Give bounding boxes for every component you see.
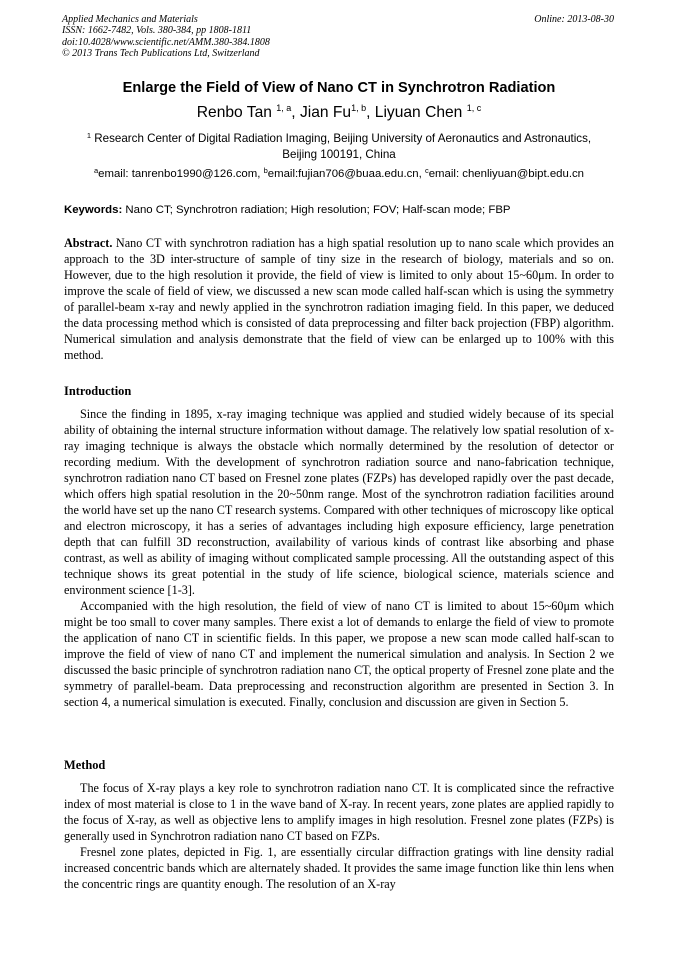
abstract-label: Abstract.	[64, 236, 113, 250]
author-separator: ,	[366, 104, 375, 121]
author-affiliation-mark: 1, c	[466, 103, 482, 113]
keywords-label: Keywords:	[64, 204, 123, 216]
author-affiliation-mark: 1, b	[351, 103, 367, 113]
author-name: Jian Fu	[299, 104, 352, 121]
abstract-text: Nano CT with synchrotron radiation has a high spatial resolution up to nano scale which provides an approach to the 3D inter-structure of sample of tiny size in the research of biology, materials and so on. However, due to the high resolution it provide, the field of view is limited to only about 15~60μm. In order to improve the scale of field of view, we discussed a new scan mode called half-scan which is using the symmetry of parallel-beam x-ray and newly applied in the synchrotron radiation imaging field. In this paper, we deduced the data processing method which is consisted of data preprocessing and filter back projection (FBP) algorithm. Numerical simulation and analysis demonstrate that the field of view can be enlarged up to 100% with this method.	[64, 236, 614, 362]
paper-title: Enlarge the Field of View of Nano CT in Synchrotron Radiation	[122, 80, 556, 96]
paragraph: Fresnel zone plates, depicted in Fig. 1, are essentially circular diffraction gratings with line density radial increased concentric bands which are alternately shaded. It provides the same image function like thin lens when the concentric rings are quantity enough. The resolution of an X-ray	[64, 845, 614, 891]
email-mark: b	[263, 166, 268, 175]
issn-line: ISSN: 1662-7482, Vols. 380-384, pp 1808-1811	[62, 25, 252, 37]
email-line	[0, 166, 678, 180]
email-mark: c	[424, 166, 429, 175]
author-list	[0, 103, 678, 122]
abstract	[64, 235, 614, 363]
affiliation-line-2: Beijing 100191, China	[282, 148, 396, 161]
affiliation-line-1: Research Center of Digital Radiation Imaging, Beijing University of Aeronautics and Astronautics,	[91, 132, 592, 145]
section-heading-method: Method	[64, 758, 106, 772]
online-date-header	[534, 14, 614, 25]
copyright-line: © 2013 Trans Tech Publications Ltd, Switzerland	[62, 48, 260, 60]
paragraph: The focus of X-ray plays a key role to synchrotron radiation nano CT. It is complicated since the refractive index of most material is close to 1 in the wave band of X-ray. In recent years, zone plates are applied rapidly to the focus of X-ray, as well as objective lens to amplify images in high resolution. Fresnel zone plates (FZPs) is generally used in Synchrotron radiation nano CT based on FZPs.	[64, 781, 614, 843]
author-affiliation-mark: 1, a	[276, 103, 292, 113]
email-link[interactable]: email:fujian706@buaa.edu.cn,	[267, 168, 425, 180]
affiliation-mark: 1	[86, 131, 92, 140]
email-mark: a	[93, 166, 99, 175]
paragraph: Since the finding in 1895, x-ray imaging technique was applied and studied widely because of its special ability of obtaining the internal structure information without damage. The relatively low spatial resolution of x-ray imaging technique is always the obstacle which normally determined by the resolution of detector or recording medium. With the development of synchrotron radiation source and nano-fabrication technique, synchrotron radiation nano CT based on Fresnel zone plates (FZPs) has developed rapidly over the past decade, which offers high spatial resolution in the 20~50nm range. Most of the synchrotron radiation facilities around the world have set up the nano CT research systems. Compared with other techniques of microscopy like optical and electron microscopy, it has a series of advantages including high exposure efficiency, large penetration depth that can fulfill 3D reconstruction, availability of various kinds of contrast like absorbing and phase contrast, as well as ability of imaging without complicated sample processing. All the outstanding aspect of this technique shows its great potential in the study of life science, biological science, materials science and environment science [1-3].	[64, 407, 614, 597]
email-link[interactable]: email: chenliyuan@bipt.edu.cn	[428, 168, 585, 180]
keywords	[64, 204, 616, 216]
introduction-body	[64, 406, 614, 710]
email-link[interactable]: email: tanrenbo1990@126.com,	[98, 168, 264, 180]
author-name: Renbo Tan	[196, 104, 272, 121]
paragraph: Accompanied with the high resolution, the field of view of nano CT is limited to about 15~60μm which might be too small to cover many samples. There exist a lot of demands to enlarge the field of view to promote the application of nano CT in scientific fields. In this paper, we propose a new scan mode called half-scan to improve the field of view of nano CT and implement the numerical simulation and analysis. In Section 2 we discussed the basic principle of synchrotron radiation nano CT, the optical property of Fresnel zone plate and the symmetry of parallel-beam. Data preprocessing and reconstruction algorithm are presented in Section 3. In section 4, a numerical simulation is executed. Finally, conclusion and discussion are given in Section 5.	[64, 599, 614, 709]
method-body	[64, 780, 614, 892]
author-name: Liyuan Chen	[374, 104, 463, 121]
doi-line: doi:10.4028/www.scientific.net/AMM.380-384.1808	[62, 36, 270, 48]
keywords-text: Nano CT; Synchrotron radiation; High resolution; FOV; Half-scan mode; FBP	[122, 204, 511, 216]
online-date: Online: 2013-08-30	[534, 14, 614, 25]
journal-header	[62, 14, 270, 60]
journal-name: Applied Mechanics and Materials	[62, 14, 198, 25]
section-heading-introduction: Introduction	[64, 384, 132, 398]
affiliation	[60, 128, 618, 163]
author-separator: ,	[291, 104, 300, 121]
